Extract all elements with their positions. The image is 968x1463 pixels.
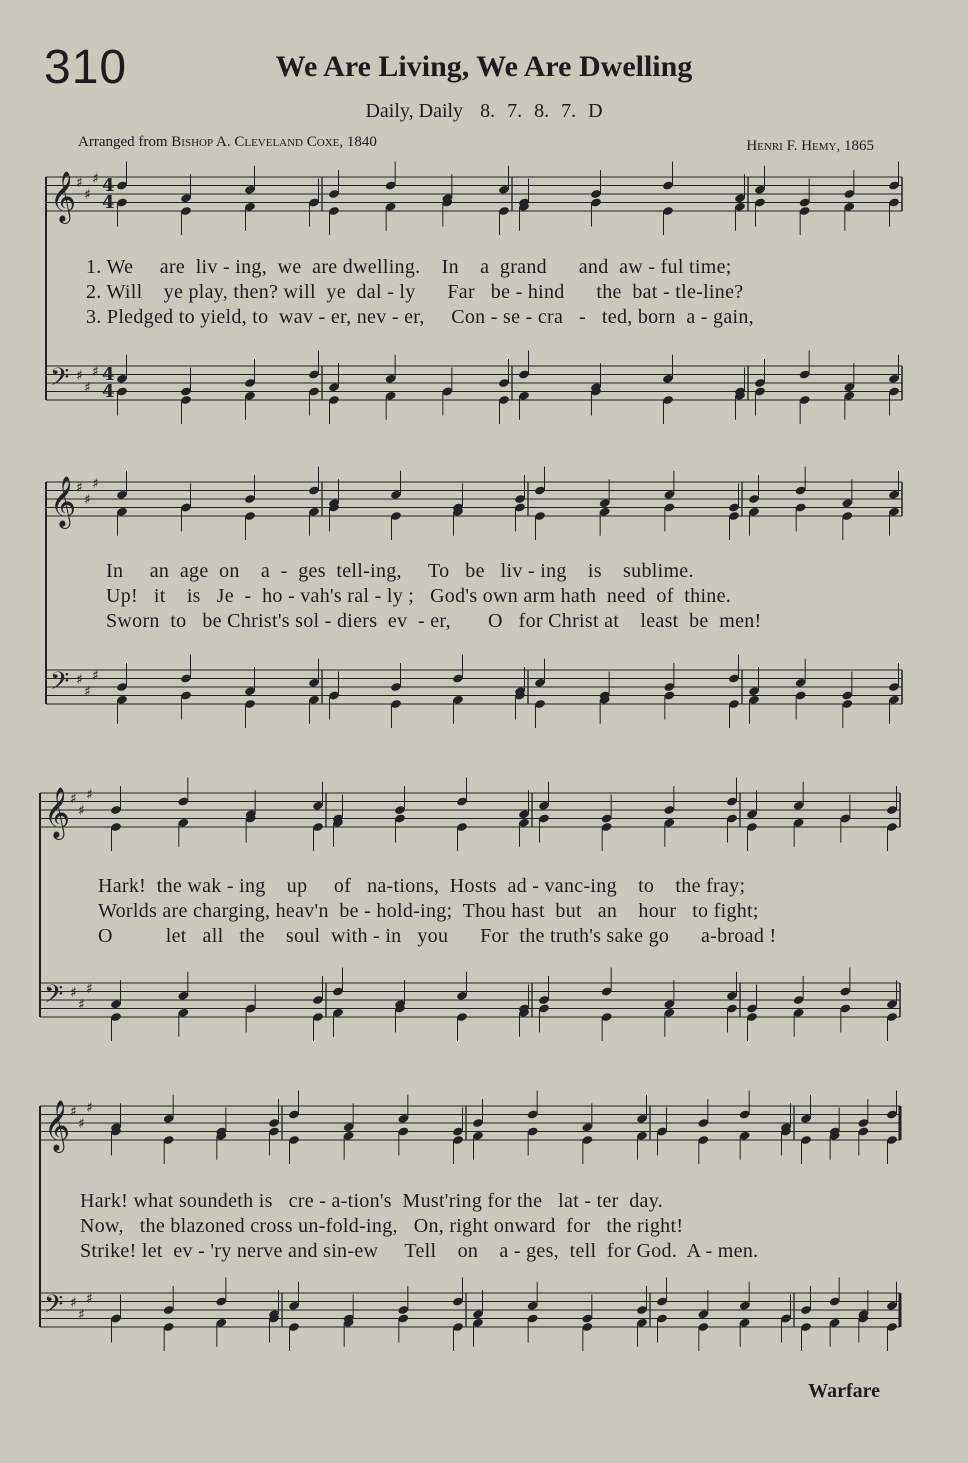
time-signature: 4 [102, 175, 115, 196]
sharp-icon: ♯ [84, 492, 91, 508]
lyric-s4-v3: Strike! let ev - 'ry nerve and sin-ew Tell on a - ges, tell for God. A - men. [80, 1240, 759, 1262]
music-credit: Henri F. Hemy, 1865 [746, 138, 874, 154]
time-signature: 4 [102, 192, 115, 213]
sharp-icon: ♯ [76, 368, 83, 384]
sharp-icon: ♯ [86, 1291, 93, 1307]
hymn-title: We Are Living, We Are Dwelling [275, 50, 693, 83]
words-credit: Arranged from Bishop A. Cleveland Coxe, 1840 [78, 134, 377, 150]
treble-clef-icon: 𝄞 [44, 787, 71, 838]
bass-clef-icon: 𝄢 [44, 980, 64, 1015]
sharp-icon: ♯ [76, 175, 83, 191]
tune-name: Daily, Daily [365, 100, 464, 122]
sharp-icon: ♯ [86, 787, 93, 803]
bass-clef-icon: 𝄢 [44, 1290, 64, 1325]
sharp-icon: ♯ [78, 1307, 85, 1323]
sharp-icon: ♯ [84, 187, 91, 203]
sharp-icon: ♯ [92, 668, 99, 684]
lyric-s2-v2: Up! it is Je - ho - vah's ral - ly ; God's own arm hath need of thine. [106, 585, 732, 607]
treble-clef-icon: 𝄞 [50, 171, 77, 222]
bass-clef-icon: 𝄢 [50, 667, 70, 702]
treble-clef-icon: 𝄞 [44, 1100, 71, 1151]
sharp-icon: ♯ [70, 791, 77, 807]
meter-1: 8. [480, 100, 496, 122]
sharp-icon: ♯ [86, 1100, 93, 1116]
sharp-icon: ♯ [76, 672, 83, 688]
words-credit-year: 1840 [346, 134, 377, 150]
sharp-icon: ♯ [84, 684, 91, 700]
lyric-s3-v3: O let all the soul with - in you For the truth's sake go a-broad ! [98, 925, 777, 947]
sharp-icon: ♯ [78, 997, 85, 1013]
lyric-s2-v1: In an age on a - ges tell-ing, To be liv - ing is sublime. [106, 560, 694, 582]
lyric-s4-v2: Now, the blazoned cross un-fold-ing, On, right onward for the right! [80, 1215, 684, 1237]
lyric-s3-v1: Hark! the wak - ing up of na-tions, Hosts ad - vanc-ing to the fray; [98, 875, 746, 897]
sharp-icon: ♯ [70, 1295, 77, 1311]
lyric-s1-v2: 2. Will ye play, then? will ye dal - ly Far be - hind the bat - tle-line? [86, 281, 744, 303]
meter-3: 8. [534, 100, 550, 122]
words-credit-prefix: Arranged from [78, 134, 168, 150]
treble-clef-icon: 𝄞 [50, 476, 77, 527]
lyric-s3-v2: Worlds are charging, heav'n be - hold-ing; Thou hast but an hour to fight; [98, 900, 759, 922]
words-credit-author: Bishop A. Cleveland Coxe [171, 134, 340, 150]
time-signature: 4 [102, 364, 115, 385]
sharp-icon: ♯ [92, 476, 99, 492]
sharp-icon: ♯ [70, 1104, 77, 1120]
sharp-icon: ♯ [78, 1116, 85, 1132]
lyric-s1-v1: 1. We are liv - ing, we are dwelling. In a grand and aw - ful time; [86, 256, 732, 278]
meter-4: 7. [561, 100, 577, 122]
sharp-icon: ♯ [92, 171, 99, 187]
music-credit-year: 1865 [844, 138, 874, 154]
sharp-icon: ♯ [76, 480, 83, 496]
lyric-s2-v3: Sworn to be Christ's sol - diers ev - er, O for Christ at least be men! [106, 610, 762, 632]
sharp-icon: ♯ [78, 803, 85, 819]
music-credit-composer: Henri F. Hemy [746, 138, 837, 154]
bass-clef-icon: 𝄢 [50, 363, 70, 398]
sharp-icon: ♯ [86, 981, 93, 997]
sharp-icon: ♯ [70, 985, 77, 1001]
meter-2: 7. [507, 100, 523, 122]
meter-5: D [588, 100, 603, 122]
category-label: Warfare [808, 1380, 880, 1402]
time-signature: 4 [102, 381, 115, 402]
sharp-icon: ♯ [92, 364, 99, 380]
lyric-s4-v1: Hark! what soundeth is cre - a-tion's Must'ring for the lat - ter day. [80, 1190, 664, 1212]
lyric-s1-v3: 3. Pledged to yield, to wav - er, nev - er, Con - se - cra - ted, born a - gain, [86, 306, 754, 328]
sharp-icon: ♯ [84, 380, 91, 396]
hymn-number: 310 [44, 41, 128, 94]
